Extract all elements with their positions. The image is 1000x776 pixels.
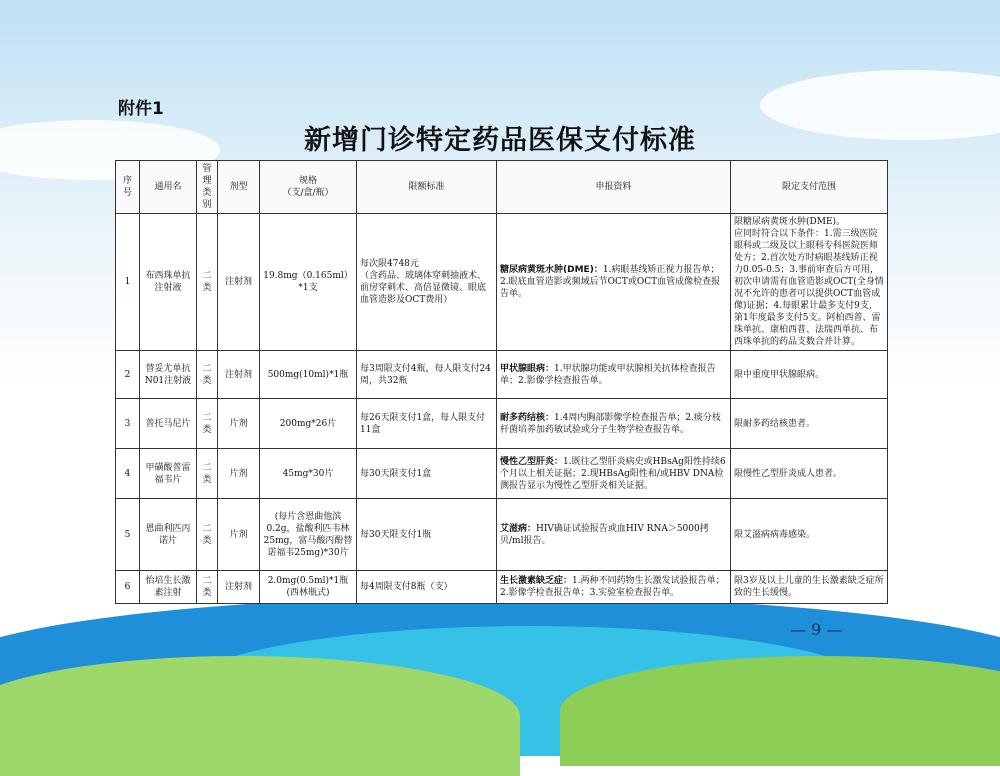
row-documents [497, 449, 731, 499]
row-limit: 每26天限支付1盒，每人限支付11盒 [357, 399, 497, 449]
row-scope: 限艾滋病病毒感染。 [731, 499, 888, 571]
table-row [116, 571, 888, 604]
row-spec: 200mg*26片 [260, 399, 357, 449]
row-documents [497, 571, 731, 604]
row-documents [497, 214, 731, 351]
header-documents: 申报资料 [497, 161, 731, 214]
page-title: 新增门诊特定药品医保支付标准 [304, 125, 696, 156]
row-spec: 2.0mg(0.5ml)*1瓶 (西林瓶式) [260, 571, 357, 604]
row-limit: 每3周限支付4瓶，每人限支付24周，共32瓶 [357, 351, 497, 399]
document-requirements: 1.既往乙型肝炎病史或HBsAg阳性持续6个月以上相关证据；2.现HBsAg阳性和/或HBV DNA检测报告显示为慢性乙型肝炎相关证据。 [500, 456, 726, 491]
header-no: 序号 [116, 161, 140, 214]
document-condition: 糖尿病黄斑水肿(DME)： [500, 265, 603, 275]
row-category: 二类 [197, 214, 218, 351]
row-no: 5 [116, 499, 140, 571]
row-documents [497, 399, 731, 449]
row-spec: 45mg*30片 [260, 449, 357, 499]
row-name: 恩曲利匹丙诺片 [140, 499, 197, 571]
row-form: 注射剂 [218, 351, 260, 399]
document-requirements: HIV确证试验报告或血HIV RNA＞5000拷贝/ml报告。 [500, 523, 709, 546]
row-spec: (每片含恩曲他滨0.2g，盐酸利匹韦林25mg，富马酸丙酚替诺福韦25mg)*30片 [260, 499, 357, 571]
row-name: 布西珠单抗注射液 [140, 214, 197, 351]
document-condition: 甲状腺眼病： [500, 363, 555, 374]
row-name: 怡培生长激素注射 [140, 571, 197, 604]
table-row [116, 399, 888, 449]
row-spec: 19.8mg（0.165ml）*1支 [260, 214, 357, 351]
row-form: 注射剂 [218, 214, 260, 351]
row-scope: 限糖尿病黄斑水肿(DME)。 应同时符合以下条件：1.需三级医院眼科或二级及以上眼科专科医院医师处方；2.首次处方时病眼基线矫正视力0.05-0.5；3.事前审查后方可用，初次申请需有血管造影或OCT(全身情况不允许的患者可以提供OCT血管成像)证据；4.每眼累计最多支付9支，第1年度最多支付5支。阿柏西普、雷珠单抗、康柏西普、法瑞西单抗、布西珠单抗的药品支数合并计算。 [731, 214, 888, 351]
row-documents [497, 351, 731, 399]
header-limit: 限额标准 [357, 161, 497, 214]
table-row [116, 499, 888, 571]
row-no: 1 [116, 214, 140, 351]
row-no: 4 [116, 449, 140, 499]
document-requirements: 1.病眼基线矫正视力报告单；2.眼底血管造影或频域后节OCT或OCT血管成像检查报告单。 [500, 265, 721, 299]
row-limit: 每30天限支付1瓶 [357, 499, 497, 571]
row-spec: 500mg(10ml)*1瓶 [260, 351, 357, 399]
table-row [116, 449, 888, 499]
header-category: 管理类别 [197, 161, 218, 214]
payment-standard-table [115, 160, 888, 604]
row-category: 二类 [197, 399, 218, 449]
document-requirements: 1.甲状腺功能或甲状腺相关抗体检查报告单；2.影像学检查报告单。 [500, 363, 716, 386]
row-no: 2 [116, 351, 140, 399]
document-requirements: 1.两种不同药物生长激发试验报告单；2.影像学检查报告单；3.实验室检查报告单。 [500, 576, 725, 598]
row-limit: 每4周限支付8瓶（支） [357, 571, 497, 604]
document-condition: 生长激素缺乏症： [500, 576, 573, 586]
attachment-label: 附件1 [118, 99, 164, 119]
row-limit: 每30天限支付1盒 [357, 449, 497, 499]
row-category: 二类 [197, 499, 218, 571]
row-form: 片剂 [218, 449, 260, 499]
document-condition: 艾滋病： [500, 523, 537, 534]
row-name: 替妥尤单抗N01注射液 [140, 351, 197, 399]
row-form: 片剂 [218, 399, 260, 449]
row-name: 甲磺酸普雷福韦片 [140, 449, 197, 499]
header-scope: 限定支付范围 [731, 161, 888, 214]
header-name: 通用名 [140, 161, 197, 214]
header-spec: 规格 （支/盒/瓶） [260, 161, 357, 214]
document-requirements: 1.4周内胸部影像学检查报告单；2.痰分枝杆菌培养加药敏试验或分子生物学检查报告单。 [500, 412, 721, 435]
table-header-row [116, 161, 888, 214]
document-condition: 慢性乙型肝炎： [500, 456, 564, 467]
row-scope: 限中重度甲状腺眼病。 [731, 351, 888, 399]
table-row [116, 214, 888, 351]
row-no: 3 [116, 399, 140, 449]
row-name: 普托马尼片 [140, 399, 197, 449]
row-scope: 限3岁及以上儿童的生长激素缺乏症所致的生长缓慢。 [731, 571, 888, 604]
row-form: 片剂 [218, 499, 260, 571]
document-condition: 耐多药结核： [500, 412, 555, 423]
page-number: — 9 — [790, 620, 843, 639]
row-documents [497, 499, 731, 571]
row-limit: 每次限4748元 （含药品、玻璃体穿刺抽液术、前房穿刺术、高倍显微镜、眼底血管造影及OCT费用） [357, 214, 497, 351]
row-scope: 限耐多药结核患者。 [731, 399, 888, 449]
header-form: 剂型 [218, 161, 260, 214]
row-category: 二类 [197, 449, 218, 499]
row-category: 二类 [197, 351, 218, 399]
row-category: 二类 [197, 571, 218, 604]
row-form: 注射剂 [218, 571, 260, 604]
table-row [116, 351, 888, 399]
row-no: 6 [116, 571, 140, 604]
row-scope: 限慢性乙型肝炎成人患者。 [731, 449, 888, 499]
